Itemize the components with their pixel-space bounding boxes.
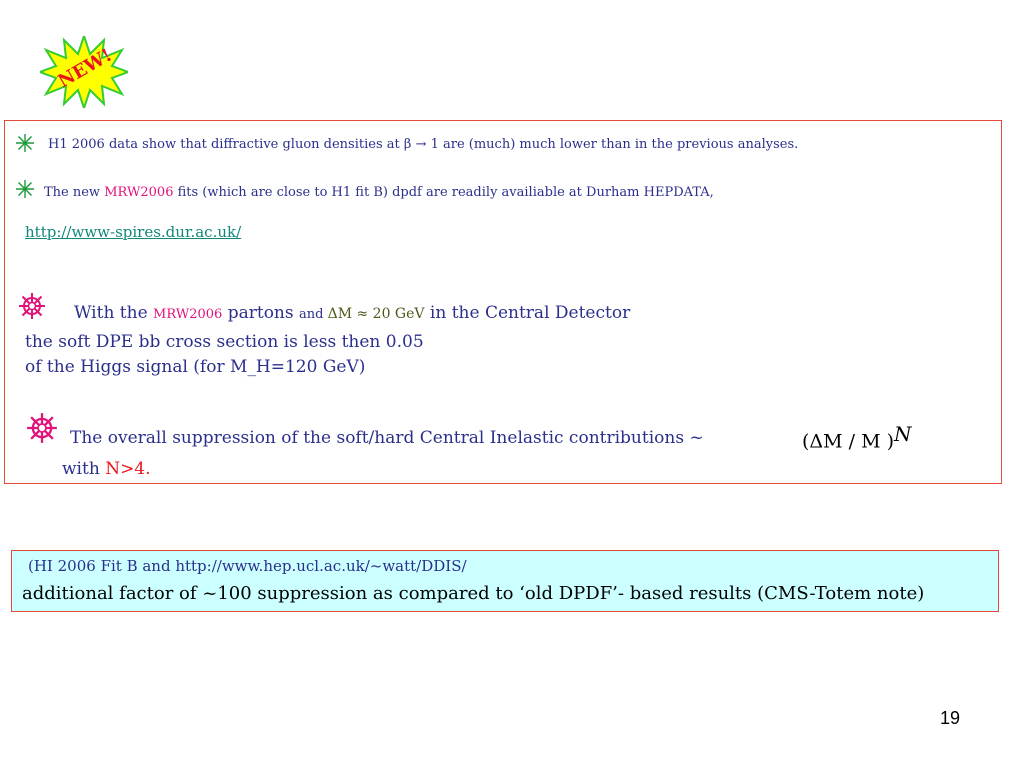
bullet-4-line-1: The overall suppression of the soft/hard Central Inelastic contributions ~ [70,428,704,448]
flower-bullet-icon [18,292,46,320]
bullet-4-with: with [62,459,106,479]
bullet-4-line-2 [62,459,151,479]
bullet-2-text [44,185,714,200]
new-badge-label: NEW! [54,44,116,93]
bullet-1-text [48,137,798,152]
star-bullet-icon [16,134,34,152]
flower-bullet-icon [26,412,58,444]
page-number: 19 [940,708,961,728]
delta-m-value: ΔM ≈ 20 GeV [327,306,425,322]
suppression-formula [802,422,911,452]
spires-link[interactable]: http://www-spires.dur.ac.uk/ [25,223,242,241]
bullet-3-text-a: With the [74,303,154,323]
bullet-3-line-2: the soft DPE bb cross section is less then 0.05 [25,332,424,352]
mrw2006-highlight: MRW2006 [153,307,223,322]
bullet-3-text-b: partons [222,303,300,323]
n-greater-4: N>4. [105,459,151,479]
bullet-3-and: and [299,307,328,322]
bullet-2-text-a: The new [44,185,105,200]
star-bullet-icon [16,180,34,198]
arrow-symbol: → [415,137,427,152]
bullet-2-text-b: fits (which are close to H1 fit B) dpdf are readily availiable at Durham HEPDATA, [173,185,714,200]
note-line-2: additional factor of ~100 suppression as compared to ‘old DPDF’- based results (CMS-Totem note) [22,583,925,604]
formula-exponent: N [893,422,912,446]
bullet-3-line-3: of the Higgs signal (for M_H=120 GeV) [25,357,366,377]
formula-base: (ΔM / M ) [802,430,894,453]
mrw2006-highlight: MRW2006 [104,185,174,200]
new-badge [40,36,128,108]
bullet-1-text-a: H1 2006 data show that diffractive gluon densities at [48,137,404,152]
beta-symbol: β [403,137,412,152]
bullet-1-text-b: 1 are (much) much lower than in the previous analyses. [426,137,799,152]
bullet-3-line-1 [74,303,630,323]
bullet-3-text-c: in the Central Detector [424,303,631,323]
note-line-1: (HI 2006 Fit B and http://www.hep.ucl.ac.uk/~watt/DDIS/ [28,557,467,575]
